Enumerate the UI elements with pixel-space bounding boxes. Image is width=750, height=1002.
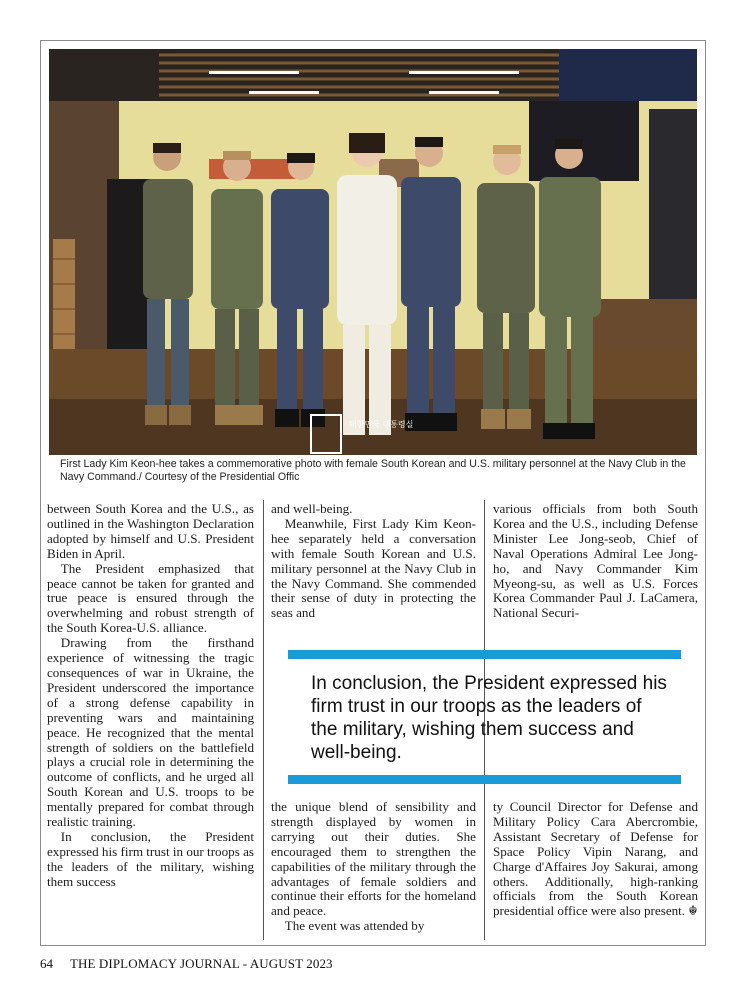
article-column-2-top: [271, 502, 476, 621]
watermark-text: 대한민국 대통령실: [349, 420, 414, 429]
paragraph: The event was attended by: [284, 918, 425, 934]
journal-name: THE DIPLOMACY JOURNAL - AUGUST 2023: [70, 956, 333, 971]
paragraph: Meanwhile, First Lady Kim Keon-hee separately held a conversation with female South Korean and U.S. military personnel at the Navy Club in the Navy Command. She commended their sense of duty in protecting the seas and: [271, 515, 476, 621]
paragraph: In conclusion, the President expressed his firm trust in our troops as the leaders of the military, wishing them success: [47, 828, 254, 889]
paragraph: ty Council Director for Defense and Military Policy Cara Abercrombie, Assistant Secretary of Defense for Space Policy Vipin Narang, and Charge d'Affaires Joy Sakurai, among others. Additionally, high-ranking officials from the South Korean presidential office were also present. ☬: [493, 799, 698, 919]
paragraph: The President emphasized that peace cannot be taken for granted and true peace is ensured through the overwhelming and robust strength of the South Korea-U.S. alliance.: [47, 560, 254, 636]
article-column-3-bottom: [493, 800, 698, 919]
paragraph: between South Korea and the U.S., as outlined in the Washington Declaration adopted by himself and U.S. President Biden in April.: [47, 501, 254, 561]
article-column-3-top: [493, 502, 698, 621]
pull-quote-top-bar: [288, 650, 681, 659]
pull-quote-bottom-bar: [288, 775, 681, 784]
paragraph: the unique blend of sensibility and strength displayed by women in carrying out their duties. She encouraged them to strengthen the capabilities of the military through the advantages of female soldiers and continue their efforts for the homeland and peace.: [271, 799, 476, 919]
photo-caption: First Lady Kim Keon-hee takes a commemorative photo with female South Korean and U.S. military personnel at the Navy Club in the Navy Command./ Courtesy of the Presidential Offic: [60, 458, 686, 483]
page-number: 64: [40, 956, 53, 971]
paragraph: and well-being.: [271, 501, 353, 516]
paragraph: Drawing from the firsthand experience of witnessing the tragic consequences of war in Ukraine, the President underscored the importance of a strong defense capability in preventing wars and maintaining peace. He recognized that the mental strength of soldiers on the battlefield plays a crucial role in determining the outcome of conflicts, and he urged all South Korean and U.S. troops to be mentally prepared for combat through realistic training.: [47, 635, 254, 830]
pull-quote: In conclusion, the President expressed his firm trust in our troops as the leaders of the military, wishing them success and well-being.: [311, 673, 667, 763]
column-divider: [263, 500, 264, 940]
article-column-1: [47, 502, 254, 890]
photo-illustration: [49, 49, 697, 455]
article-column-2-bottom: [271, 800, 476, 934]
article-photo: [49, 49, 697, 455]
paragraph: various officials from both South Korea and the U.S., including Defense Minister Lee Jong-seob, Chief of Naval Operations Admiral Lee Jong-ho, and Navy Commander Kim Myeong-su, as well as U.S. Forces Korea Commander Paul J. LaCamera, National Securi-: [493, 501, 698, 621]
